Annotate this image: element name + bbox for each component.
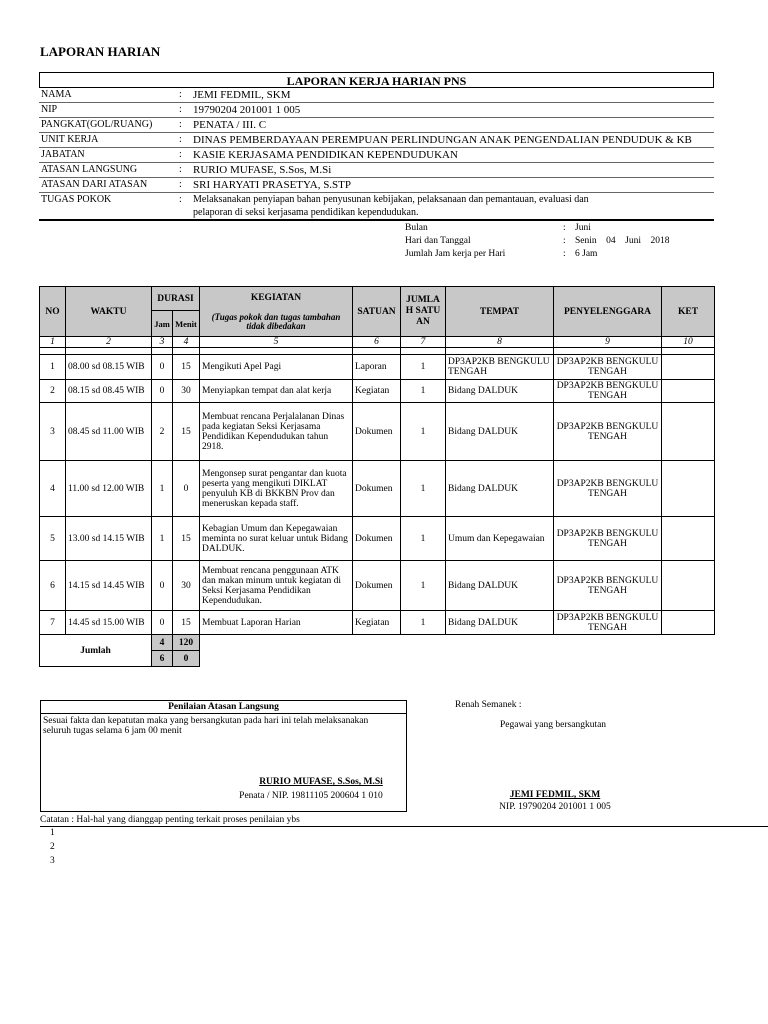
row-ket (662, 380, 715, 403)
row-no: 1 (40, 355, 66, 380)
row-jam: 0 (152, 355, 173, 380)
header-jam: Jam (152, 311, 173, 337)
info-row-unit-kerja (39, 133, 714, 148)
row-menit: 15 (173, 355, 200, 380)
header-satuan: SATUAN (353, 287, 401, 337)
meta-jam (405, 248, 705, 261)
row-satuan: Dokumen (353, 517, 401, 561)
header-durasi: DURASI (152, 287, 200, 311)
row-satuan: Kegiatan (353, 380, 401, 403)
row-tempat: Bidang DALDUK (446, 403, 554, 461)
col-num: 6 (353, 337, 401, 348)
row-jam: 1 (152, 461, 173, 517)
place-label: Renah Semanek : (455, 700, 522, 710)
total-menit: 0 (173, 651, 200, 667)
meta-value: Juni (575, 223, 591, 233)
info-value: DINAS PEMBERDAYAAN PEREMPUAN PERLINDUNGAN ANAK PENGENDALIAN PENDUDUK & KB (193, 134, 692, 146)
row-no: 2 (40, 380, 66, 403)
info-colon: : (179, 194, 182, 205)
catatan-divider (40, 826, 768, 827)
info-row-tugas-pokok (39, 193, 714, 221)
table-row (40, 611, 715, 635)
tugas-pokok-line1: Melaksanakan penyiapan bahan penyusunan kebijakan, pelaksanaan dan pemantauan, evaluasi dan (193, 194, 589, 205)
meta-label: Hari dan Tanggal (405, 236, 471, 246)
meta-label: Jumlah Jam kerja per Hari (405, 249, 506, 259)
row-jumlah: 1 (401, 380, 446, 403)
info-colon: : (179, 89, 182, 100)
row-satuan: Dokumen (353, 561, 401, 611)
pegawai-signer-name: JEMI FEDMIL, SKM (509, 790, 601, 800)
col-num: 10 (662, 337, 715, 348)
atasan-signer-nip: Penata / NIP. 19811105 200604 1 010 (239, 791, 383, 801)
info-value: 19790204 201001 1 005 (193, 104, 301, 116)
penilaian-title: Penilaian Atasan Langsung (41, 701, 406, 714)
header-kegiatan-title: KEGIATAN (250, 292, 302, 303)
info-row-jabatan (39, 148, 714, 163)
row-kegiatan: Membuat Laporan Harian (200, 611, 353, 635)
info-label: NIP (41, 104, 58, 115)
header-kegiatan-sub: (Tugas pokok dan tugas tambahan tidak dibedakan (211, 311, 341, 331)
penilaian-text (41, 714, 406, 738)
meta-hari (405, 235, 705, 248)
row-satuan: Dokumen (353, 461, 401, 517)
info-row-pangkat (39, 118, 714, 133)
meta-colon: : (563, 223, 566, 233)
catatan-item: 1 (50, 828, 55, 838)
row-penyelenggara: DP3AP2KB BENGKULU TENGAH (554, 380, 662, 403)
row-tempat: DP3AP2KB BENGKULU TENGAH (446, 355, 554, 380)
row-jam: 0 (152, 380, 173, 403)
total-menit: 120 (173, 635, 200, 651)
row-jam: 0 (152, 561, 173, 611)
info-colon: : (179, 104, 182, 115)
table-row (40, 380, 715, 403)
row-tempat: Bidang DALDUK (446, 380, 554, 403)
table-row (40, 355, 715, 380)
col-num: 3 (152, 337, 173, 348)
row-penyelenggara: DP3AP2KB BENGKULU TENGAH (554, 561, 662, 611)
row-jumlah: 1 (401, 517, 446, 561)
info-label: TUGAS POKOK (41, 194, 112, 205)
column-number-row (40, 337, 715, 348)
row-satuan: Dokumen (353, 403, 401, 461)
row-menit: 0 (173, 461, 200, 517)
row-no: 3 (40, 403, 66, 461)
info-value: JEMI FEDMIL, SKM (193, 89, 291, 101)
row-tempat: Umum dan Kepegawaian (446, 517, 554, 561)
row-penyelenggara: DP3AP2KB BENGKULU TENGAH (554, 611, 662, 635)
header-penyelenggara: PENYELENGGARA (554, 287, 662, 337)
info-value: SRI HARYATI PRASETYA, S.STP (193, 179, 352, 191)
row-waktu: 14.45 sd 15.00 WIB (66, 611, 152, 635)
row-ket (662, 355, 715, 380)
meta-colon: : (563, 249, 566, 259)
info-colon: : (179, 119, 182, 130)
employee-info (39, 88, 714, 221)
spacer-row (40, 348, 715, 355)
pegawai-label: Pegawai yang bersangkutan (500, 720, 607, 730)
col-num: 8 (446, 337, 554, 348)
col-num: 4 (173, 337, 200, 348)
row-ket (662, 561, 715, 611)
row-menit: 15 (173, 517, 200, 561)
row-penyelenggara: DP3AP2KB BENGKULU TENGAH (554, 403, 662, 461)
meta-colon: : (563, 236, 566, 246)
row-jumlah: 1 (401, 355, 446, 380)
row-satuan: Laporan (353, 355, 401, 380)
row-waktu: 14.15 sd 14.45 WIB (66, 561, 152, 611)
meta-value: 6 Jam (575, 249, 598, 259)
catatan-item: 3 (50, 856, 55, 866)
tugas-pokok-line2: pelaporan di seksi kerjasama pendidikan kependudukan. (193, 207, 419, 218)
penilaian-text-line2: seluruh tugas selama 6 jam 00 menit (43, 726, 182, 736)
report-meta (405, 222, 705, 261)
row-kegiatan: Kebagian Umum dan Kepegawaian meminta no surat keluar untuk Bidang DALDUK. (200, 517, 353, 561)
table-row (40, 561, 715, 611)
meta-value: Senin 04 Juni 2018 (575, 236, 670, 246)
total-jam: 4 (152, 635, 173, 651)
header-no: NO (40, 287, 66, 337)
header-kegiatan (200, 287, 353, 337)
row-no: 6 (40, 561, 66, 611)
info-label: ATASAN LANGSUNG (41, 164, 138, 175)
row-ket (662, 611, 715, 635)
row-jam: 2 (152, 403, 173, 461)
row-jumlah: 1 (401, 561, 446, 611)
row-waktu: 08.00 sd 08.15 WIB (66, 355, 152, 380)
page-title: LAPORAN HARIAN (40, 44, 161, 59)
info-value: KASIE KERJASAMA PENDIDIKAN KEPENDUDUKAN (193, 149, 458, 161)
row-tempat: Bidang DALDUK (446, 611, 554, 635)
row-menit: 30 (173, 561, 200, 611)
meta-bulan (405, 222, 705, 235)
table-row (40, 461, 715, 517)
catatan-item: 2 (50, 842, 55, 852)
info-label: JABATAN (41, 149, 85, 160)
row-satuan: Kegiatan (353, 611, 401, 635)
atasan-signer-name: RURIO MUFASE, S.Sos, M.Si (259, 777, 383, 787)
info-row-atasan-dari-atasan (39, 178, 714, 193)
col-num: 7 (401, 337, 446, 348)
col-num: 2 (66, 337, 152, 348)
header-tempat: TEMPAT (446, 287, 554, 337)
row-jam: 1 (152, 517, 173, 561)
header-jumlah-satuan: JUMLAH SATUAN (401, 287, 446, 337)
info-label: NAMA (41, 89, 72, 100)
row-ket (662, 461, 715, 517)
info-colon: : (179, 179, 182, 190)
activity-table (39, 286, 715, 667)
row-penyelenggara: DP3AP2KB BENGKULU TENGAH (554, 461, 662, 517)
row-no: 7 (40, 611, 66, 635)
header-ket: KET (662, 287, 715, 337)
penilaian-box (40, 700, 407, 812)
row-menit: 15 (173, 403, 200, 461)
row-ket (662, 517, 715, 561)
info-value (193, 193, 714, 219)
pegawai-signer-nip: NIP. 19790204 201001 1 005 (499, 802, 611, 812)
col-num: 5 (200, 337, 353, 348)
meta-label: Bulan (405, 223, 428, 233)
info-colon: : (179, 149, 182, 160)
row-kegiatan: Mengonsep surat pengantar dan kuota peserta yang mengikuti DIKLAT penyuluh KB di BKKBN Prov dan meneruskan kepada staff. (200, 461, 353, 517)
row-tempat: Bidang DALDUK (446, 461, 554, 517)
col-num: 9 (554, 337, 662, 348)
row-jumlah: 1 (401, 403, 446, 461)
row-waktu: 13.00 sd 14.15 WIB (66, 517, 152, 561)
row-kegiatan: Menyiapkan tempat dan alat kerja (200, 380, 353, 403)
table-row (40, 403, 715, 461)
jumlah-label: Jumlah (40, 635, 152, 667)
row-menit: 30 (173, 380, 200, 403)
row-jumlah: 1 (401, 461, 446, 517)
row-kegiatan: Membuat rencana Perjalalanan Dinas pada kegiatan Seksi Kerjasama Pendidikan Kependudukan tahun 2918. (200, 403, 353, 461)
info-value: PENATA / III. C (193, 119, 267, 131)
row-no: 4 (40, 461, 66, 517)
row-tempat: Bidang DALDUK (446, 561, 554, 611)
catatan-label: Catatan : Hal-hal yang dianggap penting terkait proses penilaian ybs (40, 815, 300, 825)
total-jam: 6 (152, 651, 173, 667)
info-row-nip (39, 103, 714, 118)
row-kegiatan: Membuat rencana penggunaan ATK dan makan minum untuk kegiatan di Seksi Kerjasama Pendidikan Kependudukan. (200, 561, 353, 611)
row-waktu: 11.00 sd 12.00 WIB (66, 461, 152, 517)
report-header-title: LAPORAN KERJA HARIAN PNS (39, 72, 714, 88)
info-value: RURIO MUFASE, S.Sos, M.Si (193, 164, 332, 176)
row-jumlah: 1 (401, 611, 446, 635)
info-row-nama (39, 88, 714, 103)
row-waktu: 08.15 sd 08.45 WIB (66, 380, 152, 403)
info-label: PANGKAT(GOL/RUANG) (41, 119, 153, 130)
col-num: 1 (40, 337, 66, 348)
header-waktu: WAKTU (66, 287, 152, 337)
info-label: ATASAN DARI ATASAN (41, 179, 148, 190)
row-kegiatan: Mengikuti Apel Pagi (200, 355, 353, 380)
info-label: UNIT KERJA (41, 134, 99, 145)
penilaian-text-line1: Sesuai fakta dan kepatutan maka yang bersangkutan pada hari ini telah melaksanakan (43, 716, 369, 726)
total-row (40, 635, 715, 651)
header-menit: Menit (173, 311, 200, 337)
row-jam: 0 (152, 611, 173, 635)
row-ket (662, 403, 715, 461)
info-row-atasan-langsung (39, 163, 714, 178)
row-no: 5 (40, 517, 66, 561)
table-row (40, 517, 715, 561)
row-waktu: 08.45 sd 11.00 WIB (66, 403, 152, 461)
info-colon: : (179, 164, 182, 175)
row-penyelenggara: DP3AP2KB BENGKULU TENGAH (554, 517, 662, 561)
row-menit: 15 (173, 611, 200, 635)
row-penyelenggara: DP3AP2KB BENGKULU TENGAH (554, 355, 662, 380)
info-colon: : (179, 134, 182, 145)
